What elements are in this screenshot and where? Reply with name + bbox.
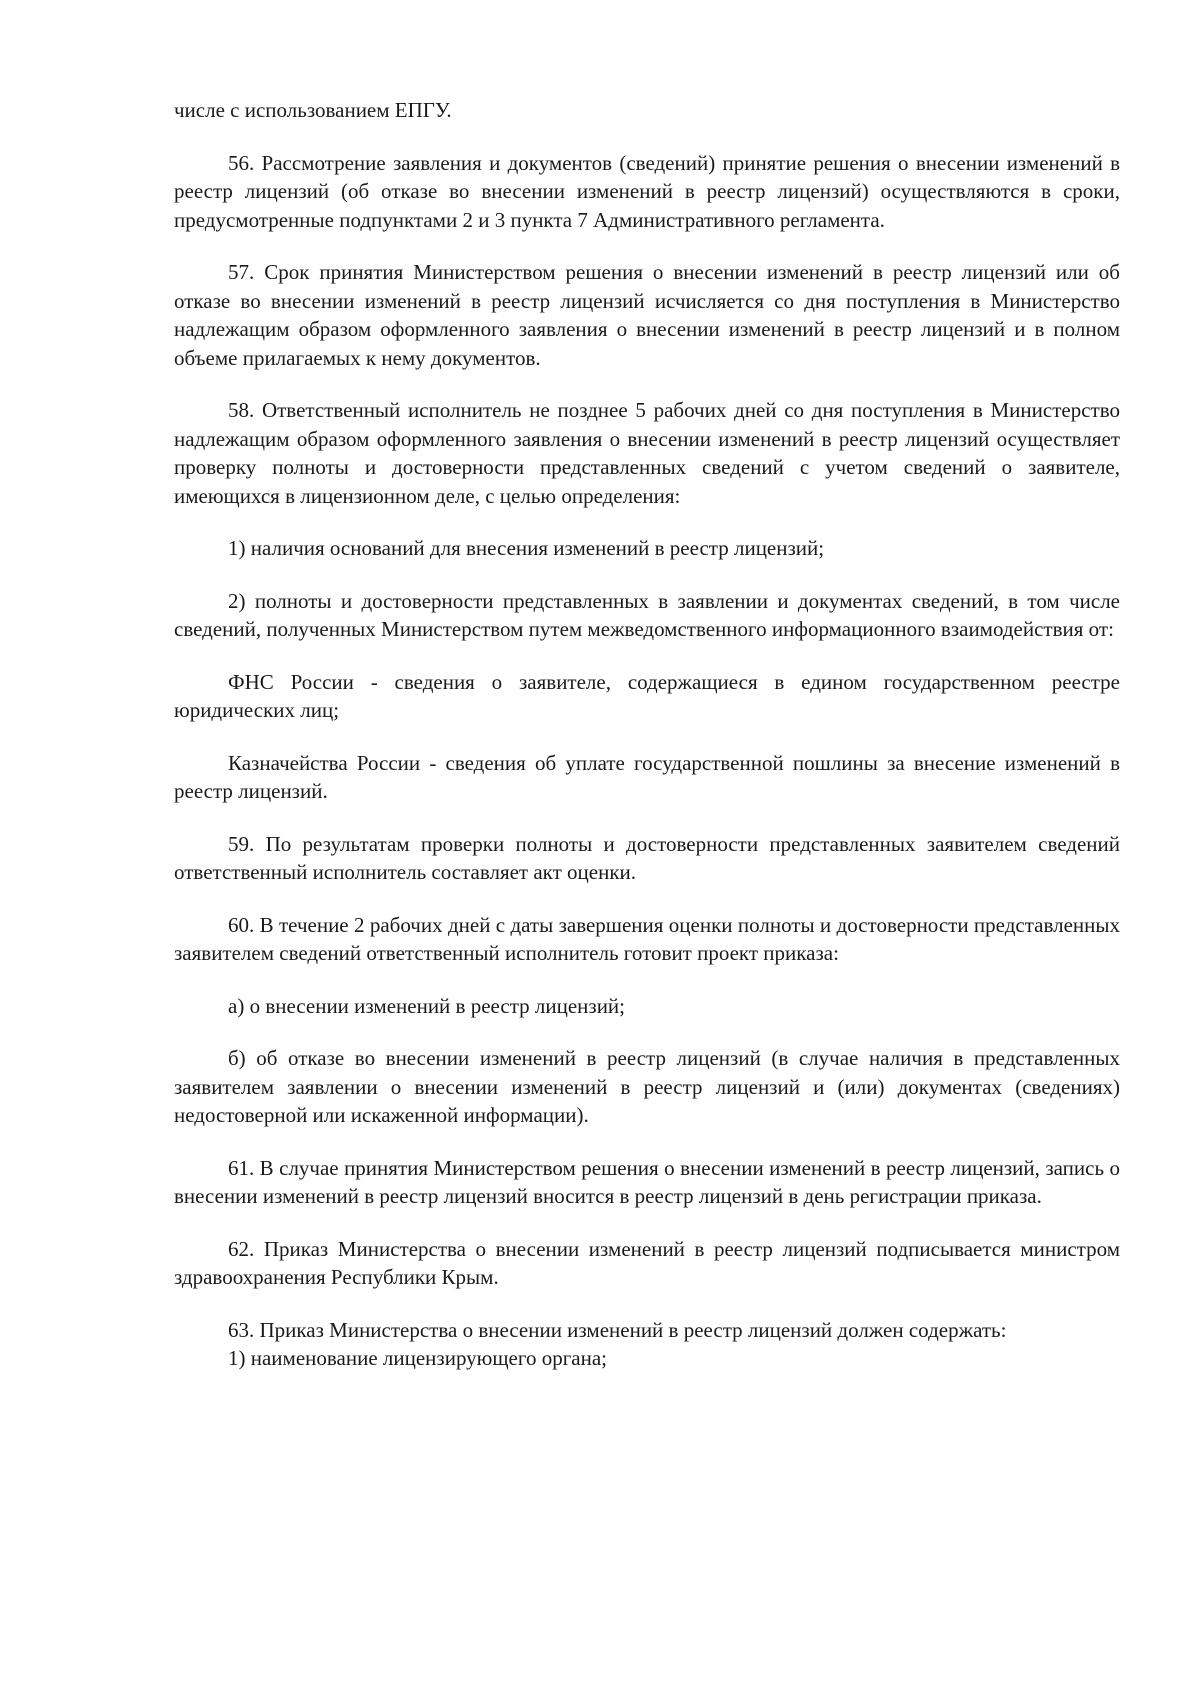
paragraph-60: 60. В течение 2 рабочих дней с даты завершения оценки полноты и достоверности представленных заявителем сведений ответственный исполнитель готовит проект приказа:	[174, 912, 1120, 965]
paragraph-61: 61. В случае принятия Министерством решения о внесении изменений в реестр лицензий, запись о внесении изменений в реестр лицензий вносится в реестр лицензий в день регистрации приказа.	[174, 1155, 1120, 1208]
paragraph-57: 57. Срок принятия Министерством решения о внесении изменений в реестр лицензий или об отказе во внесении изменений в реестр лицензий исчисляется со дня поступления в Министерство надлежащим образом оформленного заявления о внесении изменений в реестр лицензий и в полном объеме прилагаемых к нему документов.	[174, 260, 1120, 370]
paragraph-continuation: числе с использованием ЕПГУ.	[174, 98, 452, 122]
paragraph-treasury: Казначейства России - сведения об уплате государственной пошлины за внесение изменений в реестр лицензий.	[174, 750, 1120, 803]
paragraph-60-item-a: а) о внесении изменений в реестр лицензий;	[228, 993, 626, 1018]
paragraph-56: 56. Рассмотрение заявления и документов (сведений) принятие решения о внесении изменений в реестр лицензий (об отказе во внесении изменений в реестр лицензий) осуществляются в сроки, предусмотренные подпунктами 2 и 3 пункта 7 Административного регламента.	[174, 150, 1120, 232]
paragraph-58: 58. Ответственный исполнитель не позднее 5 рабочих дней со дня поступления в Министерство надлежащим образом оформленного заявления о внесении изменений в реестр лицензий осуществляет проверку полноты и достоверности представленных сведений с учетом сведений о заявителе, имеющихся в лицензионном деле, с целью определения:	[174, 398, 1120, 508]
document-page	[174, 96, 1120, 1373]
paragraph-59: 59. По результатам проверки полноты и достоверности представленных заявителем сведений ответственный исполнитель составляет акт оценки.	[174, 831, 1120, 884]
paragraph-58-item-2: 2) полноты и достоверности представленных в заявлении и документах сведений, в том числе сведений, полученных Министерством путем межведомственного информационного взаимодействия от:	[174, 588, 1120, 641]
paragraph-63: 63. Приказ Министерства о внесении изменений в реестр лицензий должен содержать:	[228, 1317, 1007, 1342]
paragraph-fns: ФНС России - сведения о заявителе, содержащиеся в едином государственном реестре юридических лиц;	[174, 669, 1120, 722]
paragraph-60-item-b: б) об отказе во внесении изменений в реестр лицензий (в случае наличия в представленных заявителем заявлении о внесении изменений в реестр лицензий и (или) документах (сведениях) недостоверной или искаженной информации).	[174, 1046, 1120, 1127]
paragraph-62: 62. Приказ Министерства о внесении изменений в реестр лицензий подписывается министром здравоохранения Республики Крым.	[174, 1236, 1120, 1289]
paragraph-58-item-1: 1) наличия оснований для внесения изменений в реестр лицензий;	[228, 536, 825, 560]
paragraph-63-item-1: 1) наименование лицензирующего органа;	[228, 1346, 608, 1370]
